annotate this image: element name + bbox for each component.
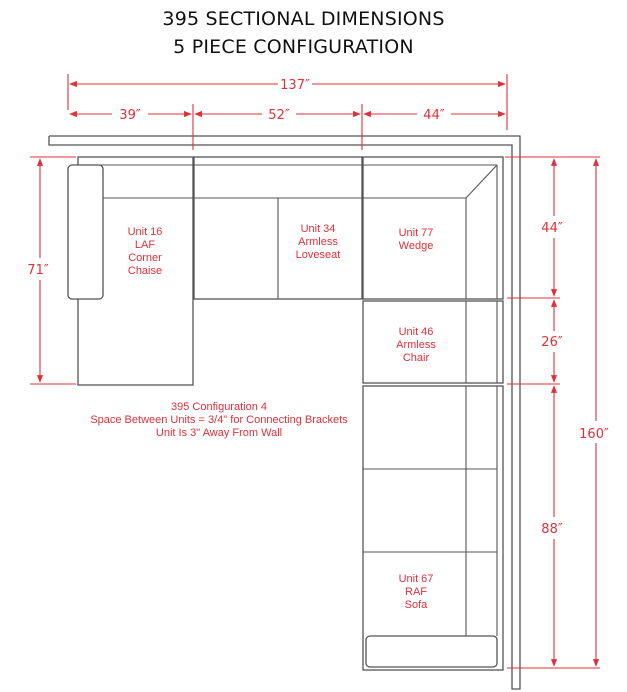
overall-depth-dimension [579,159,609,666]
unit-77-line2: Wedge [398,240,434,252]
wedge-depth-label: 44″ [541,221,563,236]
chaise-depth-label: 71″ [27,263,49,278]
unit-16-line1: Unit 16 [127,226,163,238]
unit-77-line1: Unit 77 [398,227,434,239]
unit-46-line1: Unit 46 [398,326,434,338]
unit-label-laf-chaise [128,226,163,277]
width-c-dimension [364,108,505,123]
diagram-title: 395 SECTIONAL DIMENSIONS [162,8,445,30]
unit-16-line4: Chaise [127,265,163,277]
unit-67-line1: Unit 67 [398,573,434,585]
unit-armless-loveseat [194,157,362,299]
wedge-depth-dimension [541,159,563,296]
configuration-notes [90,401,348,439]
unit-67-line2: RAF [405,586,427,598]
unit-46-line2: Armless [396,339,436,351]
overall-depth-label: 160″ [579,427,609,442]
diagram-subtitle: 5 PIECE CONFIGURATION [173,36,414,58]
note-configuration: 395 Configuration 4 [170,401,268,413]
overall-width-label: 137″ [280,78,310,93]
unit-16-line3: Corner [128,252,162,264]
width-c-label: 44″ [423,108,445,123]
unit-67-line3: Sofa [404,599,428,611]
note-spacing: Space Between Units = 3/4" for Connecting Brackets [90,414,348,426]
unit-34-line3: Loveseat [295,249,341,261]
unit-label-wedge [399,227,434,252]
unit-label-loveseat [296,223,341,261]
unit-34-line1: Unit 34 [300,223,336,235]
unit-raf-sofa [363,386,503,670]
width-b-label: 52″ [268,108,290,123]
width-a-label: 39″ [119,108,141,123]
note-wall-distance: Unit Is 3" Away From Wall [155,427,283,439]
sofa-depth-label: 88″ [541,522,563,537]
unit-34-line2: Armless [298,236,338,248]
unit-46-line3: Chair [402,352,430,364]
unit-16-line2: LAF [134,239,156,251]
chair-depth-dimension [541,300,563,382]
chair-depth-label: 26″ [541,335,563,350]
sofa-depth-dimension [541,386,563,666]
